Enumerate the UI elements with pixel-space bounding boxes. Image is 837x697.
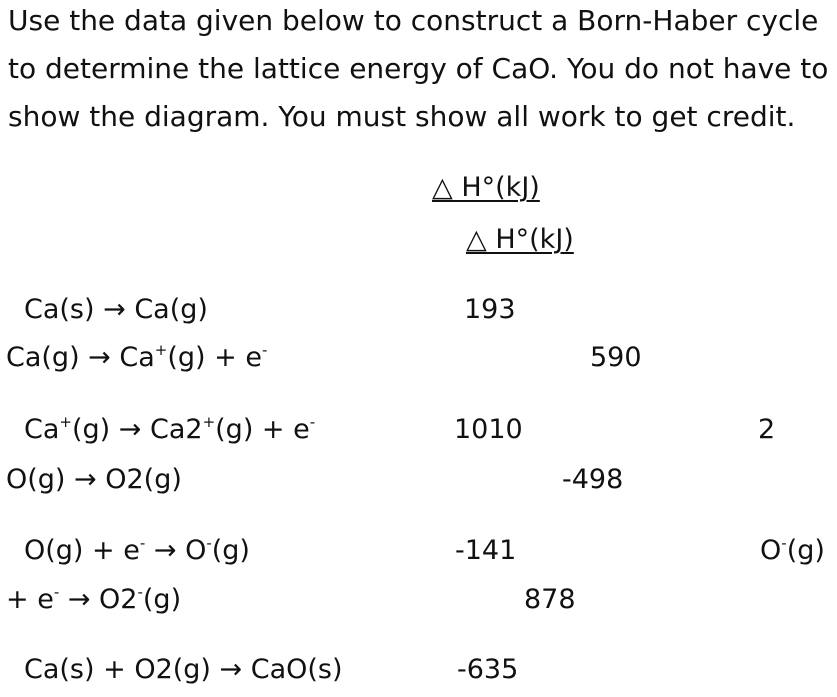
value-fragment-2: 2 bbox=[758, 414, 776, 445]
charge-superscript: - bbox=[309, 413, 316, 431]
charge-superscript: + bbox=[59, 413, 72, 431]
value-first-electron-affinity: -141 bbox=[455, 535, 517, 566]
charge-superscript: + bbox=[202, 413, 216, 431]
reaction-text: O(g) + e bbox=[24, 535, 140, 566]
reaction-text: (g) + e bbox=[215, 414, 310, 445]
charge-superscript: - bbox=[139, 534, 146, 552]
value-sublimation: 193 bbox=[464, 294, 516, 325]
reaction-formation: Ca(s) + O2(g) → CaO(s) bbox=[24, 654, 343, 685]
reaction-text: (g) → Ca2 bbox=[71, 414, 203, 445]
charge-superscript: - bbox=[781, 534, 787, 552]
reaction-text: → O2 bbox=[59, 584, 138, 615]
intro-line-3: show the diagram. You must show all work to get credit. bbox=[8, 100, 796, 133]
reaction-text: (g) bbox=[211, 535, 250, 566]
enthalpy-header-1: △ H°(kJ) bbox=[432, 172, 540, 203]
reaction-first-electron-affinity bbox=[24, 535, 250, 567]
intro-line-2: to determine the lattice energy of CaO. You do not have to bbox=[8, 52, 829, 85]
charge-superscript: + bbox=[154, 341, 168, 359]
reaction-text: (g) bbox=[142, 584, 182, 615]
reaction-text: + e bbox=[6, 584, 54, 615]
value-second-ionization: 1010 bbox=[454, 414, 523, 445]
reaction-second-ionization bbox=[24, 414, 315, 446]
enthalpy-header-2: △ H°(kJ) bbox=[466, 224, 574, 255]
reaction-first-ionization bbox=[6, 342, 267, 374]
value-formation: -635 bbox=[457, 654, 519, 685]
charge-superscript: - bbox=[206, 534, 212, 552]
intro-line-1: Use the data given below to construct a Born-Haber cycle bbox=[8, 4, 819, 37]
value-oxygen: -498 bbox=[562, 464, 624, 495]
reaction-text: Ca(g) → Ca bbox=[6, 342, 155, 373]
reaction-text: → O bbox=[145, 535, 207, 566]
value-second-electron-affinity: 878 bbox=[524, 584, 576, 615]
fragment-oxide-ion bbox=[760, 535, 825, 567]
charge-superscript: - bbox=[137, 583, 143, 601]
reaction-text: (g) + e bbox=[167, 342, 262, 373]
charge-superscript: - bbox=[53, 583, 60, 601]
reaction-second-electron-affinity bbox=[6, 584, 181, 616]
reaction-sublimation: Ca(s) → Ca(g) bbox=[24, 294, 208, 325]
charge-superscript: - bbox=[261, 341, 268, 359]
fragment-text: (g) bbox=[786, 535, 825, 566]
reaction-text: Ca bbox=[24, 414, 60, 445]
value-first-ionization: 590 bbox=[590, 342, 642, 373]
reaction-oxygen: O(g) → O2(g) bbox=[6, 464, 182, 495]
fragment-text: O bbox=[760, 535, 782, 566]
